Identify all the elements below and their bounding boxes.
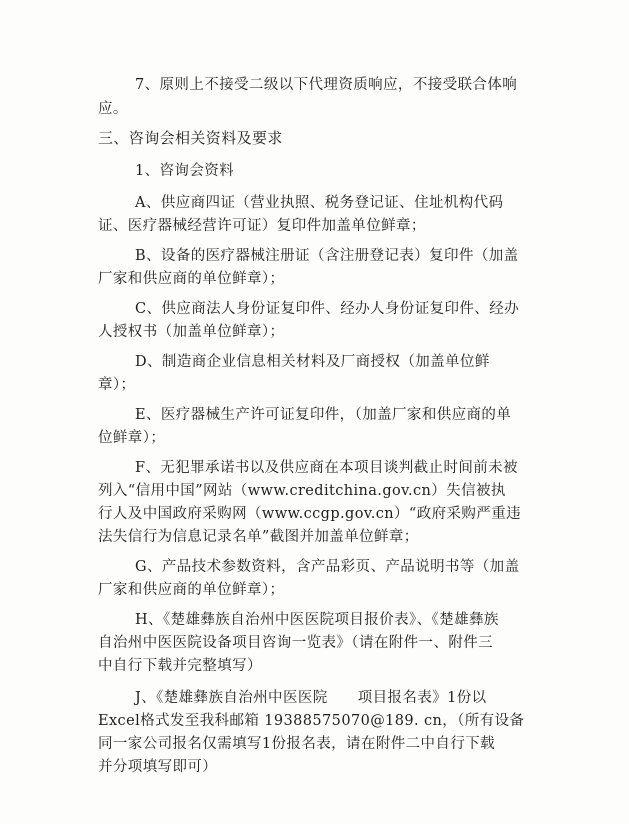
item-h-line-3: 中自行下载并完整填写） <box>98 658 262 674</box>
item-g-line-2: 厂家和供应商的单位鲜章）； <box>98 582 285 598</box>
item-c-line-2: 人授权书（加盖单位鲜章）； <box>98 324 285 340</box>
item-e-line-2: 位鲜章）； <box>98 430 166 446</box>
item-d-line-1: D、制造商企业信息相关材料及厂商授权（加盖单位鲜 <box>135 354 490 370</box>
item-e-line-1: E、医疗器械生产许可证复印件，（加盖厂家和供应商的单 <box>135 407 512 423</box>
item-f-line-4: 法失信行为信息记录名单”截图并加盖单位鲜章； <box>98 529 419 545</box>
item-g-line-1: G、产品技术参数资料，含产品彩页、产品说明书等（加盖 <box>135 559 520 575</box>
item-c-line-1: C、供应商法人身份证复印件、经办人身份证复印件、经办 <box>135 301 519 317</box>
item-h-line-1: H、《楚雄彝族自治州中医医院项目报价表》、《楚雄彝族 <box>135 612 499 628</box>
item-j-line-1: J、《楚雄彝族自治州中医医院 项目报名表》1份以 <box>135 690 487 706</box>
item-7-line-2: 应。 <box>98 101 128 117</box>
item-7-line-1: 7、原则上不接受二级以下代理资质响应，不接受联合体响 <box>135 77 518 93</box>
item-f-line-2: 列入“信用中国”网站（www.creditchina.gov.cn）失信被执 <box>98 483 506 499</box>
item-j-line-2: Excel格式发至我科邮箱 19388575070@189. cn，（所有设备 <box>98 713 525 729</box>
item-f-line-1: F、无犯罪承诺书以及供应商在本项目谈判截止时间前未被 <box>135 460 518 476</box>
item-h-line-2: 自治州中医医院设备项目咨询一览表》（请在附件一、附件三 <box>98 635 494 651</box>
subsection-1-title: 1、咨询会资料 <box>135 163 235 179</box>
item-a-line-2: 证、医疗器械经营许可证）复印件加盖单位鲜章； <box>98 218 426 234</box>
item-j-line-4: 并分项填写即可） <box>98 759 218 775</box>
section-3-heading: 三、咨询会相关资料及要求 <box>98 129 283 147</box>
item-a-line-1: A、供应商四证（营业执照、税务登记证、住址机构代码 <box>135 195 504 211</box>
item-f-line-3: 行人及中国政府采购网（www.ccgp.gov.cn）“政府采购严重违 <box>98 506 521 522</box>
item-b-line-1: B、设备的医疗器械注册证（含注册登记表）复印件（加盖 <box>135 248 519 264</box>
item-j-line-3: 同一家公司报名仅需填写1份报名表，请在附件二中自行下载 <box>98 736 496 752</box>
item-d-line-2: 章）； <box>98 377 136 393</box>
item-b-line-2: 厂家和供应商的单位鲜章）； <box>98 271 285 287</box>
